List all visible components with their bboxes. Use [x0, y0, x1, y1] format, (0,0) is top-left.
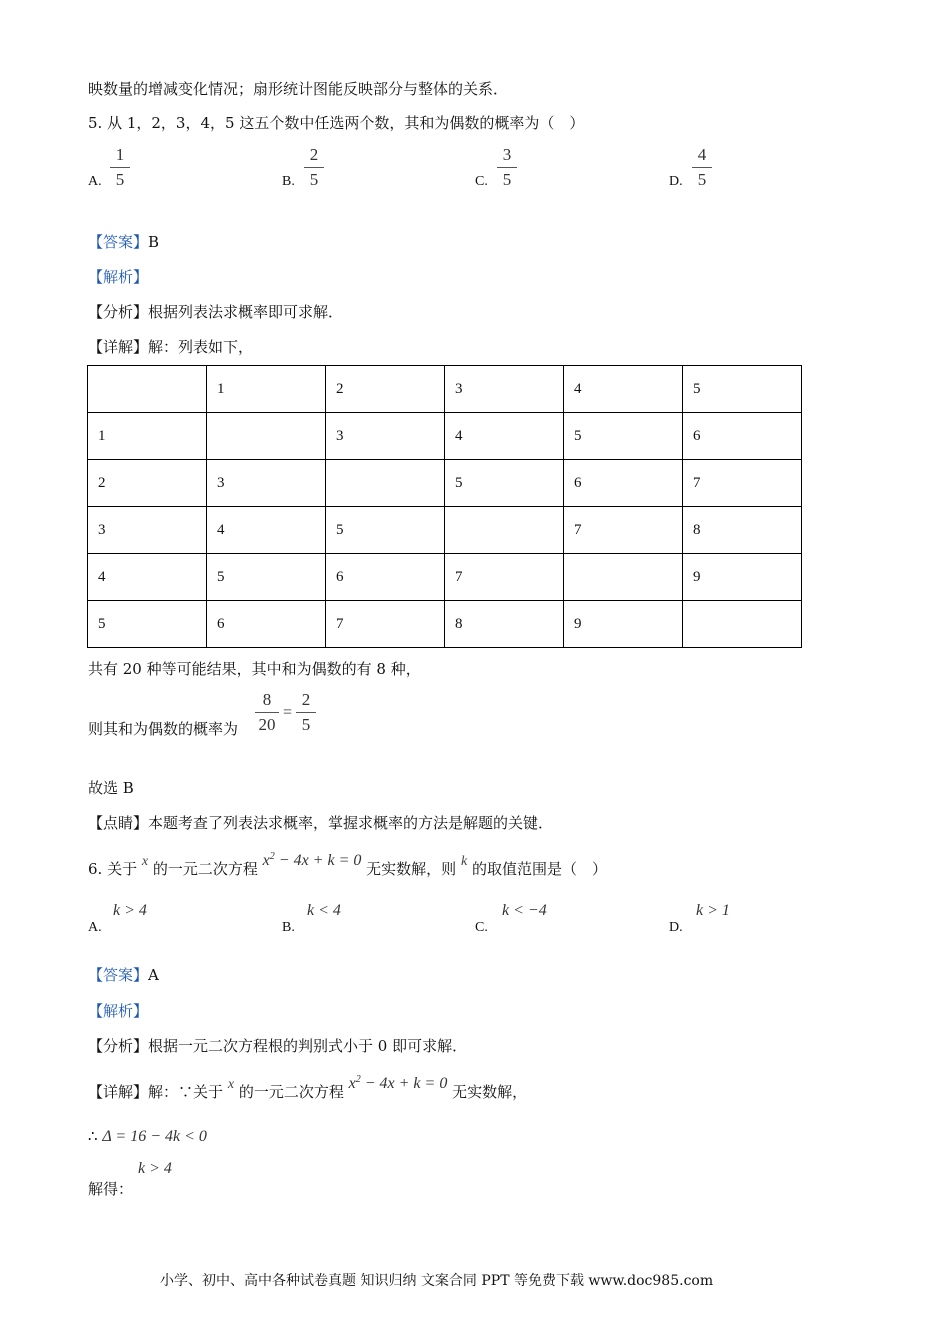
q6-option-d-label: D. — [669, 920, 683, 935]
q6-detail — [88, 1074, 528, 1102]
table-row — [88, 366, 802, 413]
q6-detail-tag: 【详解】 — [88, 1083, 149, 1101]
q6-delta-line — [88, 1127, 207, 1146]
table-cell — [207, 413, 326, 460]
q6-option-d-expr: k > 1 — [696, 902, 730, 919]
q5-detail-text: 解：列表如下， — [148, 338, 254, 356]
q6-detail-equation: $x^2 - 4x + k = 0$ — [348, 1074, 448, 1092]
table-cell: 5 — [445, 460, 564, 507]
q6-answer-tag: 【答案】 — [88, 966, 149, 984]
page-footer: 小学、初中、高中各种试卷真题 知识归纳 文案合同 PPT 等免费下载 www.doc985.com — [160, 1273, 714, 1289]
q6-stem-part-b: 的一元二次方程 — [152, 860, 258, 878]
q6-stem — [88, 851, 607, 879]
q6-detail-part-c: 无实数解， — [452, 1083, 528, 1101]
q5-comment-text: 本题考查了列表法求概率，掌握求概率的方法是解题的关键． — [148, 814, 554, 832]
intro-line: 映数量的增减变化情况；扇形统计图能反映部分与整体的关系． — [88, 80, 509, 98]
table-cell: 5 — [326, 507, 445, 554]
q5-option-b-fraction: 2 5 — [304, 145, 324, 190]
table-cell: 1 — [88, 413, 207, 460]
q5-option-a-fraction: 1 5 — [110, 145, 130, 190]
q5-prob-fraction-1: 8 20 — [255, 690, 279, 735]
table-row — [88, 460, 802, 507]
q6-analysis-tag: 【解析】 — [88, 1002, 149, 1020]
q6-option-a-expr: k > 4 — [113, 902, 147, 919]
table-cell: 3 — [88, 507, 207, 554]
table-cell: 6 — [683, 413, 802, 460]
q6-detail-part-a: 解：∵关于 — [148, 1083, 224, 1101]
table-cell: 9 — [564, 601, 683, 648]
q5-fenxi-tag: 【分析】 — [88, 303, 149, 321]
q6-option-c-expr: k < −4 — [502, 902, 547, 919]
q5-option-b-label: B. — [282, 174, 295, 189]
table-cell: 5 — [683, 366, 802, 413]
table-cell: 9 — [683, 554, 802, 601]
table-cell — [445, 507, 564, 554]
q6-option-c-label: C. — [475, 920, 488, 935]
table-row — [88, 507, 802, 554]
table-cell: 5 — [564, 413, 683, 460]
q6-var-x: x — [141, 854, 149, 869]
q6-detail-var-x: x — [227, 1077, 235, 1092]
table-cell — [326, 460, 445, 507]
q6-answer-value: A — [148, 966, 159, 984]
q6-fenxi-tag: 【分析】 — [88, 1037, 149, 1055]
q5-answer-tag: 【答案】 — [88, 233, 149, 251]
q5-option-c-fraction: 3 5 — [497, 145, 517, 190]
q5-option-d-label: D. — [669, 174, 683, 189]
table-cell: 2 — [326, 366, 445, 413]
sum-table — [87, 365, 802, 648]
q6-fenxi-text: 根据一元二次方程根的判别式小于 0 即可求解． — [148, 1037, 468, 1055]
table-cell: 1 — [207, 366, 326, 413]
table-cell — [683, 601, 802, 648]
q5-option-c-label: C. — [475, 174, 488, 189]
table-cell: 5 — [207, 554, 326, 601]
q6-solve-label: 解得： — [88, 1180, 134, 1198]
table-cell: 3 — [445, 366, 564, 413]
q5-prob-equals: = — [283, 704, 293, 721]
q5-stem: 5. 从 1，2，3，4，5 这五个数中任选两个数，其和为偶数的概率为（ ） — [88, 114, 585, 132]
q6-stem-part-c: 无实数解，则 — [366, 860, 457, 878]
table-row — [88, 601, 802, 648]
table-cell — [88, 366, 207, 413]
q6-delta-expr: Δ = 16 − 4k < 0 — [102, 1128, 207, 1145]
q6-solve-expr: k > 4 — [138, 1160, 172, 1177]
q5-comment-tag: 【点睛】 — [88, 814, 149, 832]
q6-option-b-label: B. — [282, 920, 295, 935]
q5-fenxi-text: 根据列表法求概率即可求解． — [148, 303, 344, 321]
q6-fenxi — [88, 1035, 467, 1056]
q6-answer — [88, 964, 159, 985]
table-cell: 7 — [683, 460, 802, 507]
table-cell: 2 — [88, 460, 207, 507]
table-cell: 6 — [326, 554, 445, 601]
q6-option-b-expr: k < 4 — [307, 902, 341, 919]
q6-option-a-label: A. — [88, 920, 102, 935]
table-cell: 6 — [207, 601, 326, 648]
table-cell: 6 — [564, 460, 683, 507]
q6-detail-part-b: 的一元二次方程 — [238, 1083, 344, 1101]
table-cell: 8 — [445, 601, 564, 648]
q5-answer — [88, 231, 159, 252]
table-cell: 3 — [326, 413, 445, 460]
q6-equation: $x^2 - 4x + k = 0$ — [262, 851, 362, 869]
therefore-symbol: ∴ — [88, 1127, 98, 1145]
table-cell: 4 — [207, 507, 326, 554]
q6-var-k: k — [460, 854, 468, 869]
table-cell: 3 — [207, 460, 326, 507]
table-cell: 4 — [564, 366, 683, 413]
q5-detail — [88, 336, 253, 357]
table-cell: 7 — [564, 507, 683, 554]
q5-comment — [88, 812, 553, 833]
table-cell: 7 — [326, 601, 445, 648]
table-cell: 7 — [445, 554, 564, 601]
q5-analysis-tag: 【解析】 — [88, 268, 149, 286]
q5-detail-tag: 【详解】 — [88, 338, 149, 356]
table-row — [88, 554, 802, 601]
q5-choose: 故选 B — [88, 779, 134, 797]
table-cell: 4 — [88, 554, 207, 601]
q5-prob-prefix: 则其和为偶数的概率为 — [88, 720, 239, 738]
table-cell: 8 — [683, 507, 802, 554]
table-cell: 5 — [88, 601, 207, 648]
q5-option-a-label: A. — [88, 174, 102, 189]
q5-fenxi — [88, 301, 343, 322]
q5-option-d-fraction: 4 5 — [692, 145, 712, 190]
table-row — [88, 413, 802, 460]
table-cell: 4 — [445, 413, 564, 460]
table-cell — [564, 554, 683, 601]
q6-stem-part-d: 的取值范围是（ ） — [471, 860, 607, 878]
q5-result-line: 共有 20 种等可能结果，其中和为偶数的有 8 种， — [88, 660, 421, 678]
q5-answer-value: B — [148, 233, 160, 251]
q5-prob-fraction-2: 2 5 — [296, 690, 316, 735]
q6-stem-part-a: 6. 关于 — [88, 860, 138, 878]
